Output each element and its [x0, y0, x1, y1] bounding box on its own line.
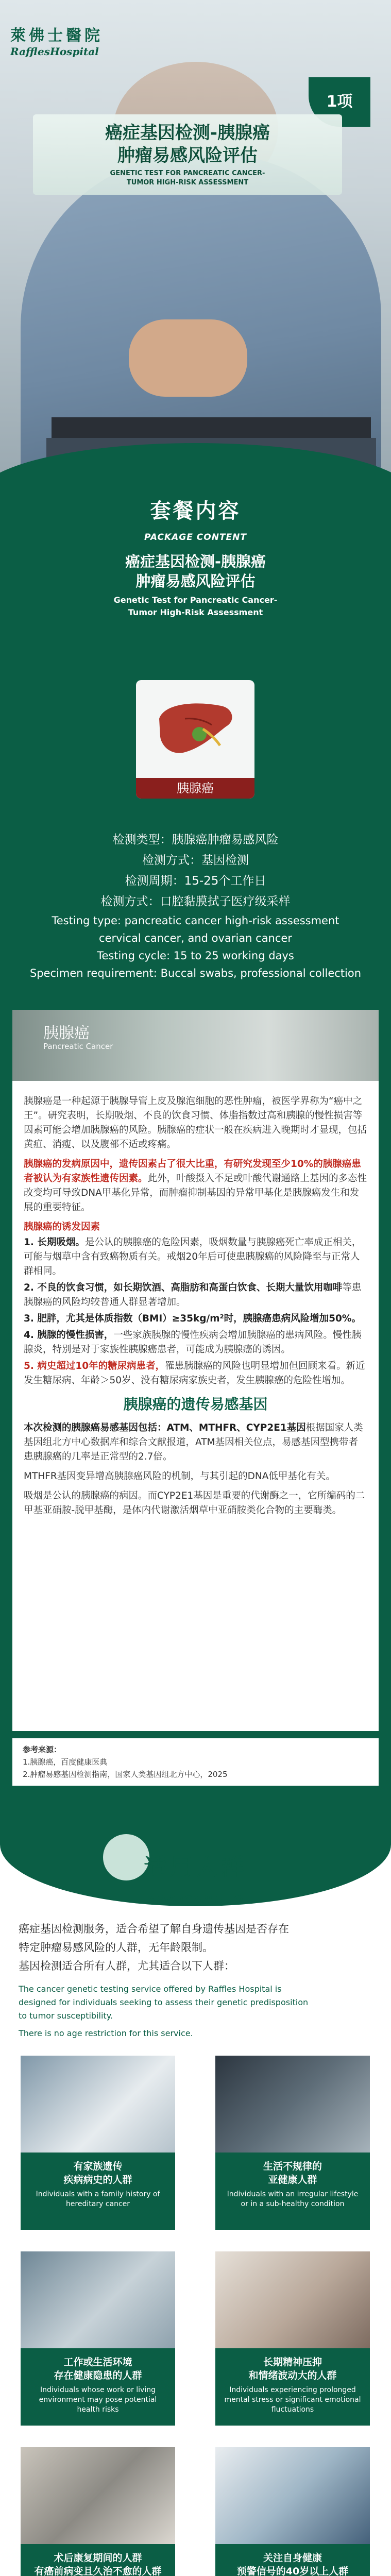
logo-en: RafflesHospital	[10, 45, 99, 58]
applicable-text	[19, 1920, 374, 1975]
audience-photo	[21, 2056, 175, 2154]
audience-title-line: 有家族遗传	[73, 2161, 123, 2172]
audience-title-line: 生活不规律的	[263, 2161, 322, 2172]
audience-title-line: 和情绪波动大的人群	[248, 2370, 337, 2381]
article-body	[24, 1094, 367, 1523]
audience-description-en: Individuals experiencing prolonged mental stress or significant emotional fluctuations	[224, 2386, 361, 2414]
package-name-en-line1: Genetic Test for Pancreatic Cancer-	[113, 595, 278, 605]
hero-title-line2: 肿瘤易感风险评估	[117, 145, 258, 166]
article-banner-title: 胰腺癌	[43, 1024, 90, 1042]
audience-caption	[215, 2348, 370, 2426]
audience-card	[215, 2056, 370, 2221]
audience-title-line: 亚健康人群	[268, 2174, 317, 2185]
hero-title-en-line1: GENETIC TEST FOR PANCREATIC CANCER-	[110, 170, 265, 177]
liver-icon	[154, 698, 236, 760]
audience-title-line: 术后康复期间的人群	[54, 2552, 142, 2564]
genes-paragraph-1: 本次检测的胰腺癌易感基因包括：ATM、MTHFR、CYP2E1基因根据国家人类基因组北方中心数据库和综合文献报道，ATM基因相关位点，易感基因型携带者患胰腺癌的几率是正常型的2.7倍。	[24, 1422, 363, 1462]
hero-photo-belt	[52, 417, 371, 439]
genes-paragraph-3: 吸烟是公认的胰腺癌的病因。而CYP2E1基因是重要的代谢酶之一，它所编码的二甲基亚硝胺-脱甲基酶，是体内代谢激活烟草中亚硝胺类化合物的主要酶类。	[24, 1490, 365, 1516]
package-name-line2: 肿瘤易感风险评估	[135, 572, 256, 590]
detail-en-cycle: Testing cycle: 15 to 25 working days	[97, 950, 294, 962]
detail-sampling: 检测方式：口腔黏膜拭子医疗级采样	[100, 895, 291, 908]
factor-item: 1. 长期吸烟。是公认的胰腺癌的危险因素，吸烟数量与胰腺癌死亡率成正相关，可能与烟草中含有致癌物质有关。戒烟20年后可使患胰腺癌的风险降至与正常人群相同。	[24, 1237, 362, 1277]
audience-card	[21, 2447, 175, 2576]
factor-item: 3. 肥胖，尤其是体质指数（BMI）≥35kg/m²时，胰腺癌患病风险增加50%。	[24, 1313, 361, 1324]
package-item-label: 胰腺癌	[136, 778, 254, 799]
audience-description-en: Individuals with a family history of hereditary cancer	[36, 2190, 160, 2208]
detail-en-specimen: Specimen requirement: Buccal swabs, professional collection	[29, 967, 362, 979]
audience-card	[21, 2056, 175, 2221]
hero-photo-hand	[129, 319, 247, 397]
audience-card	[21, 2251, 175, 2416]
factor-item: 5. 病史超过10年的糖尿病患者，罹患胰腺癌的风险也明显增加但回顾来看。新近发生糖尿病、年龄＞50岁、没有糖尿病家族史者，发生胰腺癌的危险性增加。	[24, 1361, 365, 1386]
hero-title-line1: 癌症基因检测-胰腺癌	[105, 123, 270, 143]
audience-caption	[21, 2348, 175, 2426]
article-highlight-tail: 此外，叶酸摄入不足或叶酸代谢通路上基因的多态性改变均可导致DNA甲基化异常，而肿瘤抑制基因的异常甲基化是胰腺癌发生和发展的重要特征。	[24, 1173, 367, 1213]
applicable-title: 适用人群	[144, 1854, 247, 1880]
detail-type: 检测类型：胰腺癌肿瘤易感风险	[112, 833, 279, 846]
detail-en-cancers: cervical cancer, and ovarian cancer	[99, 932, 292, 944]
references-title: 参考来源：	[23, 1745, 62, 1754]
audience-title-line: 存在健康隐患的人群	[54, 2370, 142, 2381]
audience-caption	[215, 2544, 370, 2576]
reference-item: 1.胰腺癌，百度健康医典	[23, 1757, 108, 1767]
genes-paragraph-2: MTHFR基因变异增高胰腺癌风险的机制，与其引起的DNA低甲基化有关。	[24, 1471, 335, 1482]
factor-item: 4. 胰腺的慢性损害，一些家族胰腺的慢性疾病会增加胰腺癌的患病风险。慢性胰腺炎，特别是对于家族性胰腺癌患者，可能成为胰腺癌的诱因。	[24, 1330, 362, 1355]
applicable-text-line: 特定肿瘤易感风险的人群，无年龄限制。	[19, 1941, 213, 1954]
audience-title-line: 关注自身健康	[263, 2552, 322, 2564]
package-subtitle: PACKAGE CONTENT	[144, 532, 247, 543]
audience-photo	[21, 2251, 175, 2349]
factors-title: 胰腺癌的诱发因素	[24, 1222, 100, 1232]
applicable-en-line: to tumor susceptibility.	[19, 2011, 113, 2021]
audience-card	[215, 2251, 370, 2416]
applicable-en-line: There is no age restriction for this service.	[19, 2028, 193, 2038]
audience-title-line: 工作或生活环境	[63, 2357, 132, 2368]
package-details	[0, 829, 391, 982]
audience-caption	[215, 2153, 370, 2230]
audience-title-line: 疾病病史的人群	[63, 2174, 132, 2185]
audience-title-line: 预警信号的40岁以上人群	[236, 2566, 349, 2576]
audience-title-line: 有癌前病变且久治不愈的人群	[34, 2566, 162, 2576]
article-banner-subtitle: Pancreatic Cancer	[43, 1042, 113, 1051]
article-card	[12, 1010, 379, 1731]
item-count-badge: 1项	[309, 77, 370, 127]
package-item-card	[136, 680, 254, 799]
package-name-en-line2: Tumor High-Risk Assessment	[128, 607, 263, 617]
audience-description-en: Individuals whose work or living environment may pose potential health risks	[39, 2386, 157, 2414]
applicable-subtitle: APPLICABLE TO	[148, 1894, 243, 1906]
article-banner-photo	[12, 1010, 379, 1081]
audience-description-en: Individuals with an irregular lifestyle or in a sub-healthy condition	[227, 2190, 359, 2208]
logo-cn: 萊佛士醫院	[10, 27, 103, 45]
detail-method: 检测方式：基因检测	[142, 854, 249, 867]
article-highlight: 胰腺癌的发病原因中，遗传因素占了很大比重，有研究发现至少10%的胰腺癌患者被认为有家族性遗传因素。	[24, 1159, 361, 1184]
references	[12, 1738, 379, 1786]
detail-cycle: 检测周期：15-25个工作日	[125, 874, 266, 888]
audience-caption	[21, 2153, 175, 2230]
audience-photo	[21, 2447, 175, 2545]
genes-section-title: 胰腺癌的遗传易感基因	[123, 1396, 268, 1413]
audience-card	[215, 2447, 370, 2576]
hospital-logo	[10, 23, 103, 58]
applicable-text-en	[19, 1982, 374, 2040]
audience-photo	[215, 2056, 370, 2154]
applicable-en-line: The cancer genetic testing service offered by Raffles Hospital is	[19, 1984, 282, 1994]
package-title: 套餐内容	[150, 499, 241, 523]
audience-photo	[215, 2447, 370, 2545]
hero-title-card	[33, 114, 342, 195]
audience-photo	[215, 2251, 370, 2349]
hero-title-en-line2: TUMOR HIGH-RISK ASSESSMENT	[126, 179, 249, 187]
applicable-top-band	[0, 1788, 391, 1906]
package-name-line1: 癌症基因检测-胰腺癌	[125, 553, 266, 570]
audience-title-line: 长期精神压抑	[263, 2357, 322, 2368]
applicable-text-line: 癌症基因检测服务，适合希望了解自身遗传基因是否存在	[19, 1923, 289, 1935]
applicable-section	[0, 1788, 391, 2576]
factor-item: 2. 不良的饮食习惯，如长期饮酒、高脂肪和高蛋白饮食、长期大量饮用咖啡等患胰腺癌的风险均较普通人群显著增加。	[24, 1282, 362, 1308]
article-highlight-paragraph	[24, 1157, 367, 1215]
hero-section	[0, 0, 391, 479]
article-intro: 胰腺癌是一种起源于胰腺导管上皮及腺泡细胞的恶性肿瘤，被医学界称为“癌中之王”。研究表明，长期吸烟、不良的饮食习惯、体脂指数过高和胰腺的慢性损害等因素可能会增加胰腺癌的风险。胰腺癌的症状一般在疾病进入晚期时才显现，包括黄疸、消瘦、以及腹部不适或疼痛。	[24, 1096, 367, 1150]
audience-caption	[21, 2544, 175, 2576]
package-section	[0, 495, 391, 619]
applicable-en-line: designed for individuals seeking to assess their genetic predisposition	[19, 1997, 309, 2007]
reference-item: 2.肿瘤易感基因检测指南，国家人类基因组北方中心，2025	[23, 1770, 228, 1779]
applicable-text-line: 基因检测适合所有人群，尤其适合以下人群：	[19, 1960, 235, 1972]
detail-en-type: Testing type: pancreatic cancer high-risk assessment	[52, 914, 339, 927]
